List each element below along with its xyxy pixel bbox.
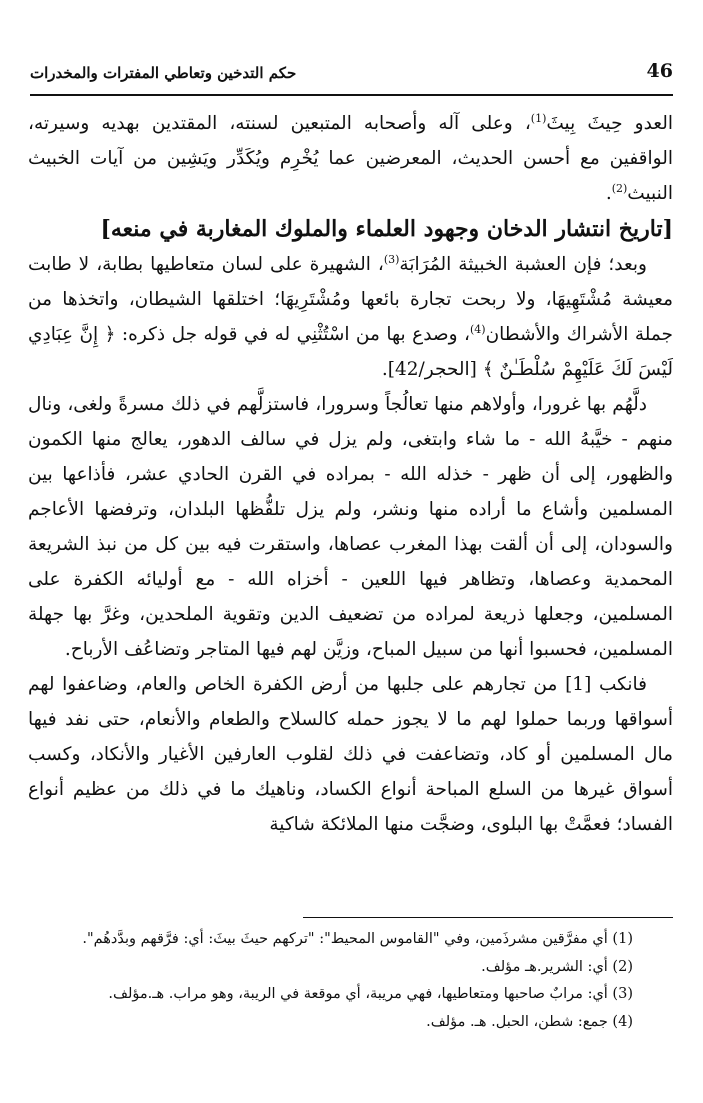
footnote-4: (4) جمع: شطن، الحبل. هـ. مؤلف. (426, 1013, 633, 1030)
paragraph-4: فانكب [1] من تجارهم على جلبها من أرض الكفرة الخاص والعام، وضاعفوا لهم أسواقها وربما حملوا لهم ما لا يجوز حمله كالسلاح والطعام والأنعام، حتى نفد فيها مال المسلمين أو كاد، وتضاعفت في ذلك لقلوب العارفين الأغيار والأنكاد، وكسب أسواق غيرها من السلع المباحة أنواع الكساد، وناهيك ما في ذلك من عظيم أنواع الفساد؛ فعمَّتْ بها البلوى، وضجَّت منها الملائكة شاكية (28, 674, 673, 835)
footnote-ref-3: (3) (383, 252, 400, 266)
footnotes (28, 926, 673, 1036)
paragraph-1: العدو حِيثَ بِيثَ$^{(1)}$، وعلى آله وأصحابه المتبعين لسنته، المقتدين بهديه وسيرته، الواقفين مع أحسن الحديث، المعرضين عما يُخْرِم ويُكَدِّر ويَشِين من آيات الخبيث النبيث$^{(2)}$. (28, 111, 673, 204)
footnote-1: (1) أي مفرَّقين مشرذَمين، وفي "القاموس المحيط": "تركهم حيثَ بيثَ: أي: فرَّقهم وبدَّدهُم". (82, 931, 633, 947)
header-rule (30, 94, 673, 96)
section-heading: [تاريخ انتشار الدخان وجهود العلماء والملوك المغاربة في منعه] (100, 216, 673, 242)
page-number: 46 (646, 60, 673, 82)
paragraph-3: دلَّهُم بها غرورا، وأولاهم منها تعالُجاً وسرورا، فاستزلَّهم في ذلك مسرةً ولغى، ونال منهم - خيَّبهُ الله - ما شاء وابتغى، ولم يزل في سالف الدهور، يعالج منها الكمون والظهور، إلى أن ظهر - خذله الله - بمراده في القرن الحادي عشر، فأذاعها بين المسلمين وأشاع ما أراده منها ونشر، ولم يزل تلفُّظها البلدان، وترفضها الأعاجم والسودان، إلى أن ألقت بهذا المغرب عصاها، واستقرت فيه بين كل من نبذ الشريعة المحمدية وعصاها، وتظاهر فيها اللعين - أخزاه الله - مع أوليائه الكفرة على المسلمين، وجعلها ذريعة لمراده من تضعيف الدين وتقوية الملحدين، وغرَّ بها جهلة المسلمين، فحسبوا أنها من سبيل المباح، وزيَّن لهم فيها المتاجر وتضاعُف الأرباح. (28, 394, 673, 660)
footnote-2: (2) أي: الشرير.هـ مؤلف. (481, 958, 633, 975)
page-header (30, 58, 673, 90)
main-text (28, 106, 673, 842)
footnote-rule (303, 917, 673, 918)
footnote-3: (3) أي: مرابٌ صاحبها ومتعاطيها، فهي مريبة، أي موقعة في الريبة، وهو مراب. هـ.مؤلف. (108, 986, 633, 1002)
footnote-ref-2: (2) (611, 181, 628, 195)
footnote-ref-1: (1) (530, 111, 547, 125)
running-title: حكم التدخين وتعاطي المفترات والمخدرات (30, 64, 297, 82)
footnote-ref-4: (4) (469, 322, 486, 336)
paragraph-2: وبعد؛ فإن العشبة الخبيثة المُرَابَة$^{(3)}$، الشهيرة على لسان متعاطيها بطابة، لا طابت معيشة مُشْتَهِيهَا، ولا ربحت تجارة بائعها ومُشْتَرِيهَا؛ اختلقها الشيطان، واتخذها من جملة الأشراك والأشطان$^{(4)}$، وصدع بها من اسْتُثْنِي له في قوله جل ذكره: ﴿ إِنَّ عِبَادِي لَيْسَ لَكَ عَلَيْهِمْ سُلْطَـٰنٌ ﴾ [الحجر/42]. (28, 252, 673, 380)
